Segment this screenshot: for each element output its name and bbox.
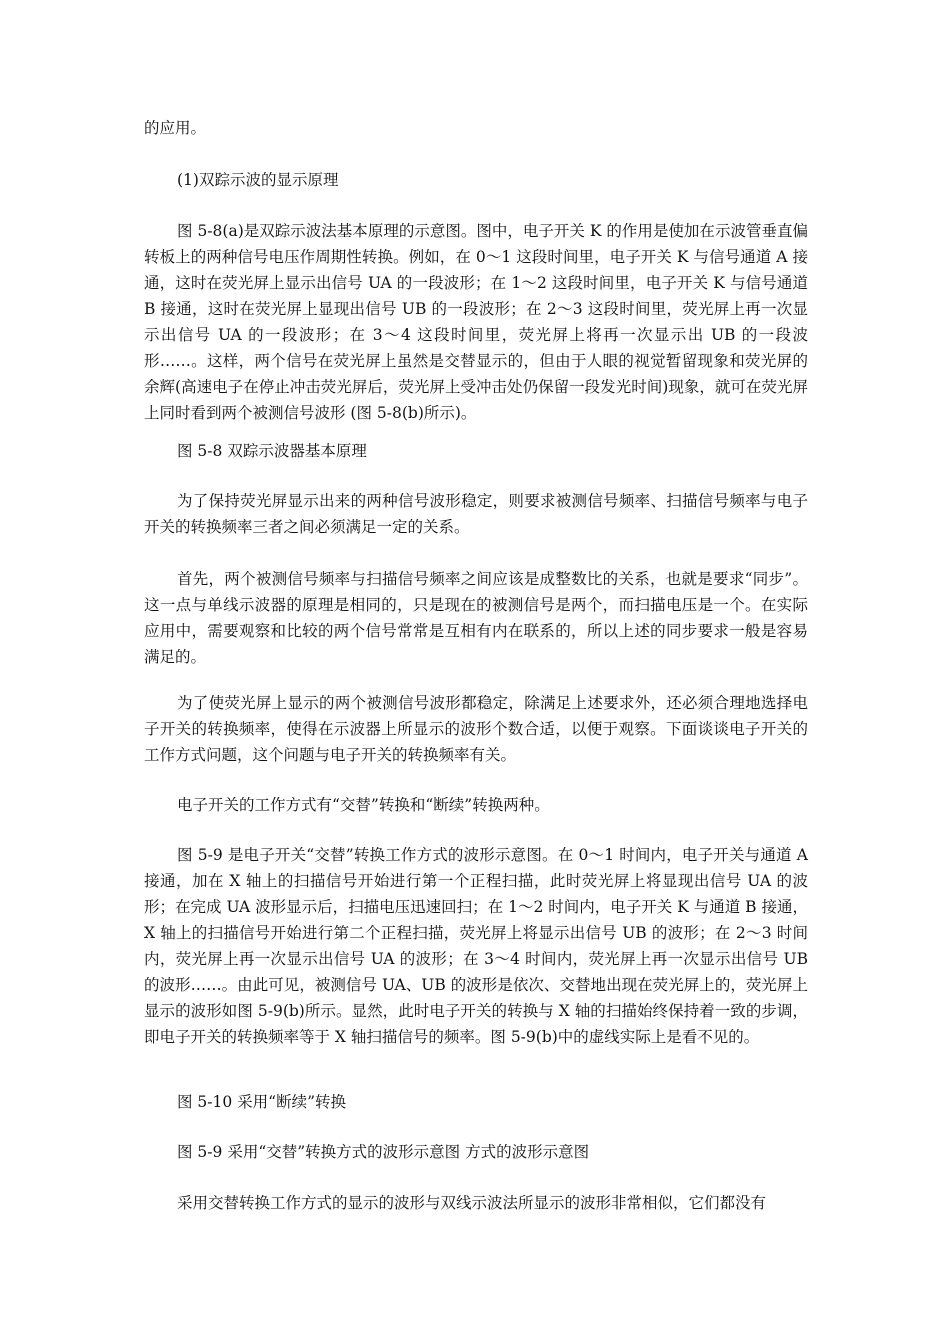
- figure-caption-5-10: 图 5-10 采用“断续”转换: [177, 1093, 347, 1111]
- paragraph-sync: 首先，两个被测信号频率与扫描信号频率之间应该是成整数比的关系，也就是要求“同步”。这一点与单线示波器的原理是相同的，只是现在的被测信号是两个，而扫描电压是一个。在实际应用中，需要观察和比较的两个信号常常是互相有内在联系的，所以上述的同步要求一般是容易满足的。: [144, 570, 808, 666]
- paragraph-switch-frequency: 为了使荧光屏上显示的两个被测信号波形都稳定，除满足上述要求外，还必须合理地选择电子开关的转换频率，使得在示波器上所显示的波形个数合适，以便于观察。下面谈谈电子开关的工作方式问题，这个问题与电子开关的转换频率有关。: [144, 694, 808, 764]
- continuation-paragraph: 的应用。: [144, 119, 207, 137]
- figure-caption-5-8: 图 5-8 双踪示波器基本原理: [177, 442, 367, 460]
- paragraph-principle: 图 5-8(a)是双踪示波法基本原理的示意图。图中，电子开关 K 的作用是使加在示波管垂直偏转板上的两种信号电压作周期性转换。例如，在 0～1 这段时间里，电子开关 K 与信号通道 A 接通，这时在荧光屏上显示出信号 UA 的一段波形；在 1～2 这段时间里，电子开关 K 与信号通道 B 接通，这时在荧光屏上显现出信号 UB 的一段波形；在 2～3 这段时间里，荧光屏上再一次显示出信号 UA 的一段波形；在 3～4 这段时间里，荧光屏上将再一次显示出 UB 的一段波形……。这样，两个信号在荧光屏上虽然是交替显示的，但由于人眼的视觉暂留现象和荧光屏的余辉(高速电子在停止冲击荧光屏后，荧光屏上受冲击处仍保留一段发光时间)现象，就可在荧光屏上同时看到两个被测信号波形 (图 5-8(b)所示)。: [144, 222, 808, 422]
- paragraph-stability: 为了保持荧光屏显示出来的两种信号波形稳定，则要求被测信号频率、扫描信号频率与电子开关的转换频率三者之间必须满足一定的关系。: [144, 492, 808, 536]
- paragraph-switch-modes: 电子开关的工作方式有“交替”转换和“断续”转换两种。: [177, 796, 550, 814]
- paragraph-comparison: 采用交替转换工作方式的显示的波形与双线示波法所显示的波形非常相似，它们都没有: [177, 1194, 767, 1212]
- section-heading-dual-trace: (1)双踪示波的显示原理: [177, 171, 339, 189]
- paragraph-alternate-mode: 图 5-9 是电子开关“交替”转换工作方式的波形示意图。在 0～1 时间内，电子开关与通道 A 接通，加在 X 轴上的扫描信号开始进行第一个正程扫描，此时荧光屏上将显现出信号 UA 的波形；在完成 UA 波形显示后，扫描电压迅速回扫；在 1～2 时间内，电子开关 K 与通道 B 接通，X 轴上的扫描信号开始进行第二个正程扫描，荧光屏上将显示出信号 UB 的波形；在 2～3 时间内，荧光屏上再一次显示出信号 UA 的波形；在 3～4 时间内，荧光屏上再一次显示出信号 UB 的波形……。由此可见，被测信号 UA、UB 的波形是依次、交替地出现在荧光屏上的，荧光屏上显示的波形如图 5-9(b)所示。显然，此时电子开关的转换与 X 轴的扫描始终保持着一致的步调，即电子开关的转换频率等于 X 轴扫描信号的频率。图 5-9(b)中的虚线实际上是看不见的。: [144, 846, 808, 1046]
- figure-caption-5-9: 图 5-9 采用“交替”转换方式的波形示意图 方式的波形示意图: [177, 1143, 590, 1161]
